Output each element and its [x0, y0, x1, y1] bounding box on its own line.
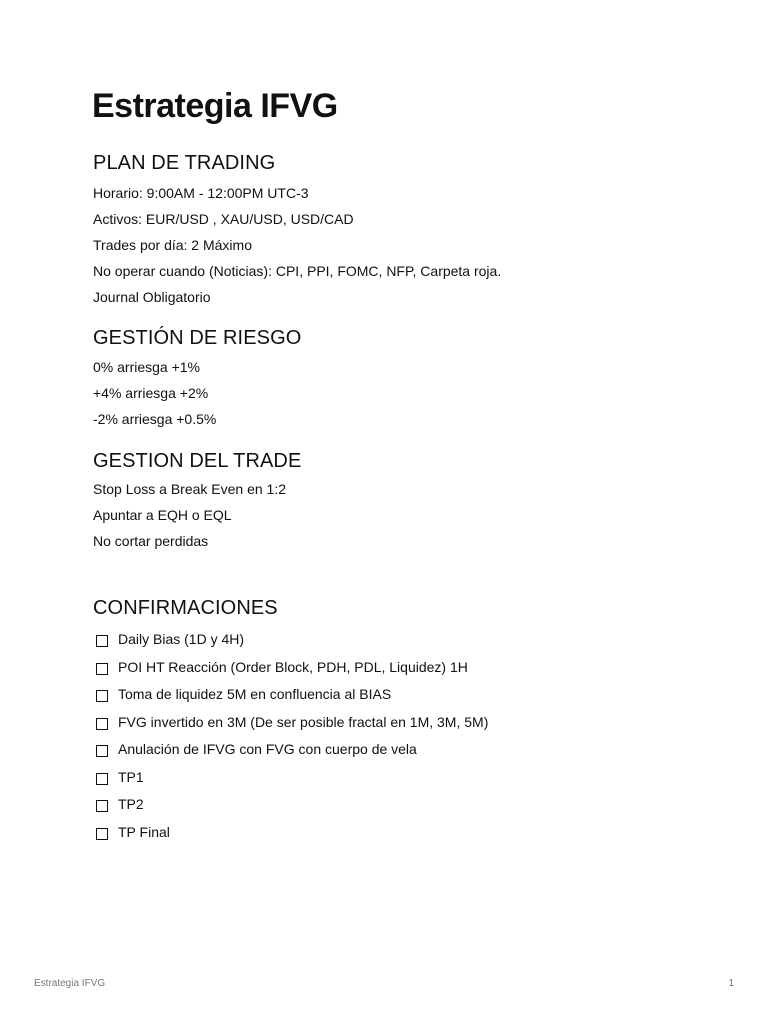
plan-heading: PLAN DE TRADING [93, 152, 276, 174]
checklist-item[interactable] [96, 794, 144, 814]
checklist-item-label: POI HT Reacción (Order Block, PDH, PDL, Liquidez) 1H [118, 659, 468, 675]
checklist-item[interactable] [96, 657, 468, 677]
checklist-item-label: Anulación de IFVG con FVG con cuerpo de vela [118, 741, 417, 757]
plan-journal: Journal Obligatorio [93, 289, 211, 305]
plan-schedule: Horario: 9:00AM - 12:00PM UTC-3 [93, 185, 309, 201]
checkbox[interactable] [96, 690, 108, 702]
checklist-item[interactable] [96, 629, 244, 649]
document-title: Estrategia IFVG [92, 87, 338, 125]
risk-heading: GESTIÓN DE RIESGO [93, 327, 302, 349]
checklist-item-label: FVG invertido en 3M (De ser posible fractal en 1M, 3M, 5M) [118, 714, 489, 730]
checklist-item[interactable] [96, 712, 488, 732]
plan-assets: Activos: EUR/USD , XAU/USD, USD/CAD [93, 211, 354, 227]
checklist-item-label: TP2 [118, 796, 144, 812]
risk-rule-1: 0% arriesga +1% [93, 359, 201, 375]
checkbox[interactable] [96, 663, 108, 675]
plan-news-rule: No operar cuando (Noticias): CPI, PPI, FOMC, NFP, Carpeta roja. [93, 263, 502, 279]
footer-title: Estrategia IFVG [34, 978, 106, 989]
risk-rule-3: -2% arriesga +0.5% [93, 411, 217, 427]
checklist-item-label: Toma de liquidez 5M en confluencia al BIAS [118, 686, 392, 702]
checklist-item[interactable] [96, 767, 144, 787]
checkbox[interactable] [96, 745, 108, 757]
checkbox[interactable] [96, 718, 108, 730]
checkbox[interactable] [96, 773, 108, 785]
plan-trades-per-day: Trades por día: 2 Máximo [93, 237, 252, 253]
confirmations-heading: CONFIRMACIONES [93, 597, 278, 619]
checklist-item-label: TP1 [118, 769, 144, 785]
risk-rule-2: +4% arriesga +2% [93, 385, 209, 401]
trade-rule-2: Apuntar a EQH o EQL [93, 507, 232, 523]
trade-rule-3: No cortar perdidas [93, 533, 209, 549]
checklist-item-label: Daily Bias (1D y 4H) [118, 631, 245, 647]
page-number: 1 [728, 978, 734, 989]
checkbox[interactable] [96, 828, 108, 840]
checklist-item-label: TP Final [118, 824, 170, 840]
checklist-item[interactable] [96, 822, 170, 842]
checkbox[interactable] [96, 635, 108, 647]
checklist-item[interactable] [96, 739, 417, 759]
trade-heading: GESTION DEL TRADE [93, 450, 302, 472]
checklist-item[interactable] [96, 684, 391, 704]
trade-rule-1: Stop Loss a Break Even en 1:2 [93, 481, 287, 497]
checkbox[interactable] [96, 800, 108, 812]
